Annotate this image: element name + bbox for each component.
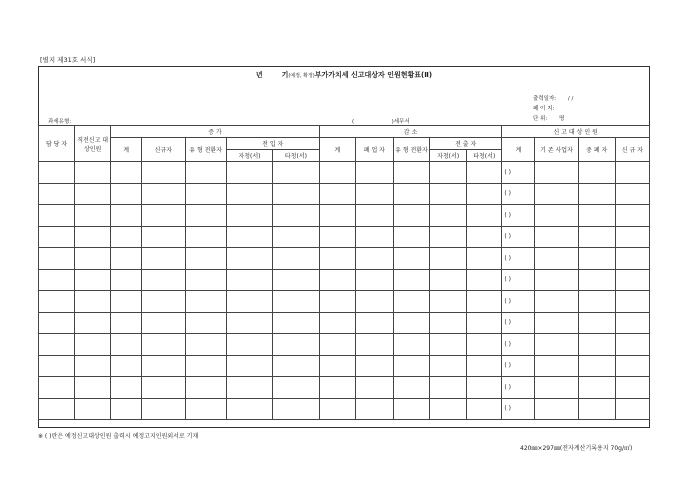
table-cell[interactable] — [75, 291, 111, 313]
row-marker: ( ) — [504, 405, 511, 413]
table-cell[interactable] — [39, 377, 75, 399]
table-cell[interactable] — [111, 312, 142, 334]
table-cell[interactable] — [319, 312, 355, 334]
table-cell[interactable] — [430, 334, 467, 356]
table-cell[interactable] — [111, 355, 142, 377]
title-period: 기 — [281, 71, 289, 79]
target-total-cell[interactable] — [502, 355, 535, 377]
row-marker: ( ) — [504, 383, 511, 391]
table-cell[interactable] — [185, 226, 226, 248]
table-cell[interactable] — [319, 226, 355, 248]
target-total-cell[interactable] — [502, 269, 535, 291]
target-total-cell[interactable] — [502, 248, 535, 270]
table-cell[interactable] — [75, 398, 111, 420]
table-cell[interactable] — [578, 312, 615, 334]
table-cell[interactable] — [430, 355, 467, 377]
table-cell[interactable] — [273, 226, 319, 248]
form-title — [38, 70, 650, 80]
table-cell[interactable] — [142, 269, 185, 291]
title-period-note: (예정, 확정) — [288, 73, 315, 79]
table-cell[interactable] — [578, 377, 615, 399]
table-cell[interactable] — [111, 226, 142, 248]
table-cell[interactable] — [430, 226, 467, 248]
table-cell[interactable] — [578, 183, 615, 205]
row-marker: ( ) — [504, 211, 511, 219]
table-cell[interactable] — [393, 312, 429, 334]
table-cell[interactable] — [615, 226, 649, 248]
page-label: 페 이 지: — [533, 106, 555, 112]
title-main: 부가가치세 신고대상자 인원현황표(Ⅱ) — [314, 71, 433, 79]
table-cell[interactable] — [393, 183, 429, 205]
table-cell[interactable] — [467, 377, 502, 399]
table-cell[interactable] — [393, 377, 429, 399]
table-cell[interactable] — [226, 312, 272, 334]
table-cell[interactable] — [355, 291, 393, 313]
header-dec-total: 계 — [319, 138, 355, 162]
table-cell[interactable] — [111, 162, 142, 184]
table-cell[interactable] — [393, 398, 429, 420]
table-cell[interactable] — [467, 205, 502, 227]
header-closed2: 중 폐 자 — [578, 138, 615, 162]
table-cell[interactable] — [319, 205, 355, 227]
table-row — [39, 248, 650, 270]
table-cell[interactable] — [185, 334, 226, 356]
table-cell[interactable] — [393, 205, 429, 227]
header-inc-type-change: 유 형 전환자 — [185, 138, 226, 162]
table-cell[interactable] — [467, 355, 502, 377]
row-marker: ( ) — [504, 168, 511, 176]
table-cell[interactable] — [615, 312, 649, 334]
header-existing: 기 존 사업자 — [535, 138, 578, 162]
table-cell[interactable] — [185, 183, 226, 205]
target-total-cell[interactable] — [502, 377, 535, 399]
table-cell[interactable] — [142, 226, 185, 248]
form-label: [별지 제31호 서식] — [40, 56, 96, 64]
table-cell[interactable] — [142, 312, 185, 334]
table-cell[interactable] — [319, 334, 355, 356]
table-row — [39, 355, 650, 377]
table-cell[interactable] — [273, 312, 319, 334]
row-marker: ( ) — [504, 362, 511, 370]
table-cell[interactable] — [355, 398, 393, 420]
title-year: 년 — [255, 71, 263, 79]
table-cell[interactable] — [578, 398, 615, 420]
table-cell[interactable] — [430, 312, 467, 334]
table-cell[interactable] — [355, 226, 393, 248]
table-cell[interactable] — [39, 183, 75, 205]
table-cell[interactable] — [535, 205, 578, 227]
header-officer: 담 당 자 — [39, 126, 75, 162]
table-cell[interactable] — [75, 377, 111, 399]
table-cell[interactable] — [355, 312, 393, 334]
table-cell[interactable] — [430, 162, 467, 184]
table-cell[interactable] — [578, 226, 615, 248]
table-cell[interactable] — [430, 248, 467, 270]
table-row — [39, 398, 650, 420]
table-row — [39, 312, 650, 334]
row-marker: ( ) — [504, 297, 511, 305]
table-row — [39, 226, 650, 248]
table-cell[interactable] — [467, 398, 502, 420]
target-total-cell[interactable] — [502, 226, 535, 248]
table-cell[interactable] — [535, 334, 578, 356]
table-cell[interactable] — [111, 248, 142, 270]
table-cell[interactable] — [319, 183, 355, 205]
table-cell[interactable] — [393, 248, 429, 270]
header-in-own: 자청(서) — [226, 150, 272, 162]
table-cell[interactable] — [75, 269, 111, 291]
header-filing-targets: 신 고 대 상 인 원 — [502, 126, 650, 138]
table-cell[interactable] — [430, 183, 467, 205]
header-out-own: 자청(서) — [430, 150, 467, 162]
unit-value: 명 — [558, 116, 565, 122]
table-cell[interactable] — [578, 334, 615, 356]
header-in-other: 타청(서) — [273, 150, 319, 162]
table-cell[interactable] — [467, 269, 502, 291]
table-cell[interactable] — [142, 183, 185, 205]
table-cell[interactable] — [535, 162, 578, 184]
table-cell[interactable] — [393, 226, 429, 248]
table-cell[interactable] — [355, 162, 393, 184]
table-cell[interactable] — [467, 248, 502, 270]
table-cell[interactable] — [319, 398, 355, 420]
table-cell[interactable] — [319, 291, 355, 313]
table-cell[interactable] — [111, 291, 142, 313]
table-cell[interactable] — [273, 162, 319, 184]
table-cell[interactable] — [273, 183, 319, 205]
table-cell[interactable] — [319, 269, 355, 291]
table-cell[interactable] — [39, 205, 75, 227]
table-cell[interactable] — [75, 355, 111, 377]
table-cell[interactable] — [226, 398, 272, 420]
header-out-other: 타청(서) — [467, 150, 502, 162]
row-marker: ( ) — [504, 190, 511, 198]
table-cell[interactable] — [430, 398, 467, 420]
table-cell[interactable] — [273, 377, 319, 399]
tax-office-open: ( — [352, 119, 355, 125]
table-cell[interactable] — [615, 183, 649, 205]
unit — [533, 114, 564, 122]
table-cell[interactable] — [393, 355, 429, 377]
table-cell[interactable] — [75, 312, 111, 334]
table-cell[interactable] — [111, 398, 142, 420]
header-increase: 증 가 — [111, 126, 319, 138]
table-cell[interactable] — [39, 312, 75, 334]
output-date — [533, 94, 573, 102]
table-row — [39, 334, 650, 356]
table-cell[interactable] — [142, 248, 185, 270]
target-total-cell[interactable] — [502, 291, 535, 313]
header-decrease: 감 소 — [319, 126, 502, 138]
table-cell[interactable] — [39, 398, 75, 420]
table-cell[interactable] — [535, 183, 578, 205]
table-cell[interactable] — [535, 269, 578, 291]
row-marker: ( ) — [504, 276, 511, 284]
header-inc-total: 계 — [111, 138, 142, 162]
table-cell[interactable] — [226, 162, 272, 184]
table-cell[interactable] — [393, 162, 429, 184]
table-cell[interactable] — [273, 248, 319, 270]
table-cell[interactable] — [615, 269, 649, 291]
table-cell[interactable] — [393, 291, 429, 313]
table-cell[interactable] — [111, 377, 142, 399]
table-cell[interactable] — [142, 205, 185, 227]
table-cell[interactable] — [430, 291, 467, 313]
table-cell[interactable] — [185, 312, 226, 334]
table-cell[interactable] — [535, 248, 578, 270]
table-cell[interactable] — [319, 162, 355, 184]
table-cell[interactable] — [355, 248, 393, 270]
table-cell[interactable] — [467, 334, 502, 356]
tax-type — [48, 117, 71, 125]
table-cell[interactable] — [430, 377, 467, 399]
row-marker: ( ) — [504, 233, 511, 241]
table-cell[interactable] — [355, 355, 393, 377]
table-cell[interactable] — [467, 291, 502, 313]
table-cell[interactable] — [142, 162, 185, 184]
table-cell[interactable] — [535, 398, 578, 420]
table-cell[interactable] — [273, 291, 319, 313]
unit-label: 단 위: — [533, 116, 548, 122]
table-cell[interactable] — [185, 377, 226, 399]
table-cell[interactable] — [226, 248, 272, 270]
table-cell[interactable] — [535, 355, 578, 377]
tax-type-label: 과세유형: — [48, 119, 72, 125]
table-cell[interactable] — [185, 291, 226, 313]
table-cell[interactable] — [111, 269, 142, 291]
table-cell[interactable] — [393, 269, 429, 291]
table-cell[interactable] — [467, 183, 502, 205]
table-cell[interactable] — [142, 355, 185, 377]
header-transfer-out: 전 출 자 — [430, 138, 502, 150]
table-cell[interactable] — [142, 398, 185, 420]
table-cell[interactable] — [430, 269, 467, 291]
table-cell[interactable] — [185, 162, 226, 184]
table-cell[interactable] — [75, 248, 111, 270]
table-cell[interactable] — [615, 334, 649, 356]
table-cell[interactable] — [185, 398, 226, 420]
table-cell[interactable] — [39, 334, 75, 356]
table-cell[interactable] — [615, 162, 649, 184]
header-new-filer: 신규자 — [142, 138, 185, 162]
table-cell[interactable] — [142, 377, 185, 399]
table-cell[interactable] — [185, 205, 226, 227]
header-closed: 폐 업 자 — [355, 138, 393, 162]
table-cell[interactable] — [467, 226, 502, 248]
header-new2: 신 규 자 — [615, 138, 649, 162]
table-cell[interactable] — [578, 162, 615, 184]
table-cell[interactable] — [226, 205, 272, 227]
table-cell[interactable] — [75, 183, 111, 205]
table-cell[interactable] — [319, 248, 355, 270]
table-cell[interactable] — [75, 334, 111, 356]
table-row — [39, 183, 650, 205]
table-cell[interactable] — [39, 226, 75, 248]
table-cell[interactable] — [355, 269, 393, 291]
output-date-label: 출력일자: — [533, 96, 557, 102]
table-cell[interactable] — [185, 248, 226, 270]
table-cell[interactable] — [535, 226, 578, 248]
table-row — [39, 291, 650, 313]
header-target-total: 계 — [502, 138, 535, 162]
table-cell[interactable] — [111, 205, 142, 227]
table-cell[interactable] — [578, 355, 615, 377]
table-cell[interactable] — [39, 355, 75, 377]
table-cell[interactable] — [273, 355, 319, 377]
table-cell[interactable] — [75, 205, 111, 227]
table-cell[interactable] — [319, 377, 355, 399]
table-cell[interactable] — [273, 269, 319, 291]
table-cell[interactable] — [355, 183, 393, 205]
table-cell[interactable] — [226, 334, 272, 356]
table-cell[interactable] — [615, 355, 649, 377]
target-total-cell[interactable] — [502, 398, 535, 420]
table-cell[interactable] — [226, 377, 272, 399]
table-cell[interactable] — [39, 291, 75, 313]
output-date-value: / / — [567, 96, 574, 102]
table-cell[interactable] — [142, 291, 185, 313]
paper-size: 420㎜×297㎜(전자계산기록용지 70g/㎡) — [520, 445, 633, 452]
table-cell[interactable] — [615, 205, 649, 227]
table-cell[interactable] — [615, 377, 649, 399]
table-cell[interactable] — [615, 398, 649, 420]
table-cell[interactable] — [319, 355, 355, 377]
table-cell[interactable] — [39, 162, 75, 184]
table-cell[interactable] — [185, 355, 226, 377]
table-row — [39, 162, 650, 184]
table-cell[interactable] — [578, 291, 615, 313]
target-total-cell[interactable] — [502, 205, 535, 227]
page-number — [533, 104, 554, 112]
table-cell[interactable] — [467, 162, 502, 184]
tax-office — [352, 117, 410, 125]
footnote: ※ ( )란은 예정신고대상인원 출력시 예정고지인원외서로 기재 — [38, 433, 199, 440]
table-cell[interactable] — [578, 205, 615, 227]
table-cell[interactable] — [111, 183, 142, 205]
table-cell[interactable] — [355, 334, 393, 356]
table-row — [39, 269, 650, 291]
target-total-cell[interactable] — [502, 183, 535, 205]
row-marker: ( ) — [504, 254, 511, 262]
table-cell[interactable] — [226, 226, 272, 248]
target-total-cell[interactable] — [502, 334, 535, 356]
table-cell[interactable] — [535, 291, 578, 313]
target-total-cell[interactable] — [502, 312, 535, 334]
table-cell[interactable] — [355, 377, 393, 399]
table-cell[interactable] — [39, 269, 75, 291]
table-cell[interactable] — [226, 355, 272, 377]
table-cell[interactable] — [355, 205, 393, 227]
table-row — [39, 377, 650, 399]
table-cell[interactable] — [615, 291, 649, 313]
table-cell[interactable] — [578, 269, 615, 291]
table-cell[interactable] — [185, 269, 226, 291]
table-cell[interactable] — [430, 205, 467, 227]
table-cell[interactable] — [535, 377, 578, 399]
table-body — [39, 162, 650, 420]
table-cell[interactable] — [39, 248, 75, 270]
row-marker: ( ) — [504, 319, 511, 327]
table-cell[interactable] — [226, 183, 272, 205]
header-prev-targets: 직전신고 대상인원 — [75, 126, 111, 162]
table-cell[interactable] — [535, 312, 578, 334]
table-cell[interactable] — [226, 291, 272, 313]
table-cell[interactable] — [75, 226, 111, 248]
table-cell[interactable] — [615, 248, 649, 270]
table-cell[interactable] — [75, 162, 111, 184]
table-cell[interactable] — [393, 334, 429, 356]
table-cell[interactable] — [226, 269, 272, 291]
header-dec-type-change: 유 형 전환자 — [393, 138, 429, 162]
table-cell[interactable] — [111, 334, 142, 356]
tax-office-close: )세무서 — [391, 119, 410, 125]
row-marker: ( ) — [504, 340, 511, 348]
header-transfer-in: 전 입 자 — [226, 138, 319, 150]
table-cell[interactable] — [578, 248, 615, 270]
table-cell[interactable] — [273, 398, 319, 420]
report-table — [38, 125, 650, 420]
table-cell[interactable] — [142, 334, 185, 356]
table-cell[interactable] — [467, 312, 502, 334]
table-cell[interactable] — [273, 334, 319, 356]
table-row — [39, 205, 650, 227]
target-total-cell[interactable] — [502, 162, 535, 184]
table-cell[interactable] — [273, 205, 319, 227]
